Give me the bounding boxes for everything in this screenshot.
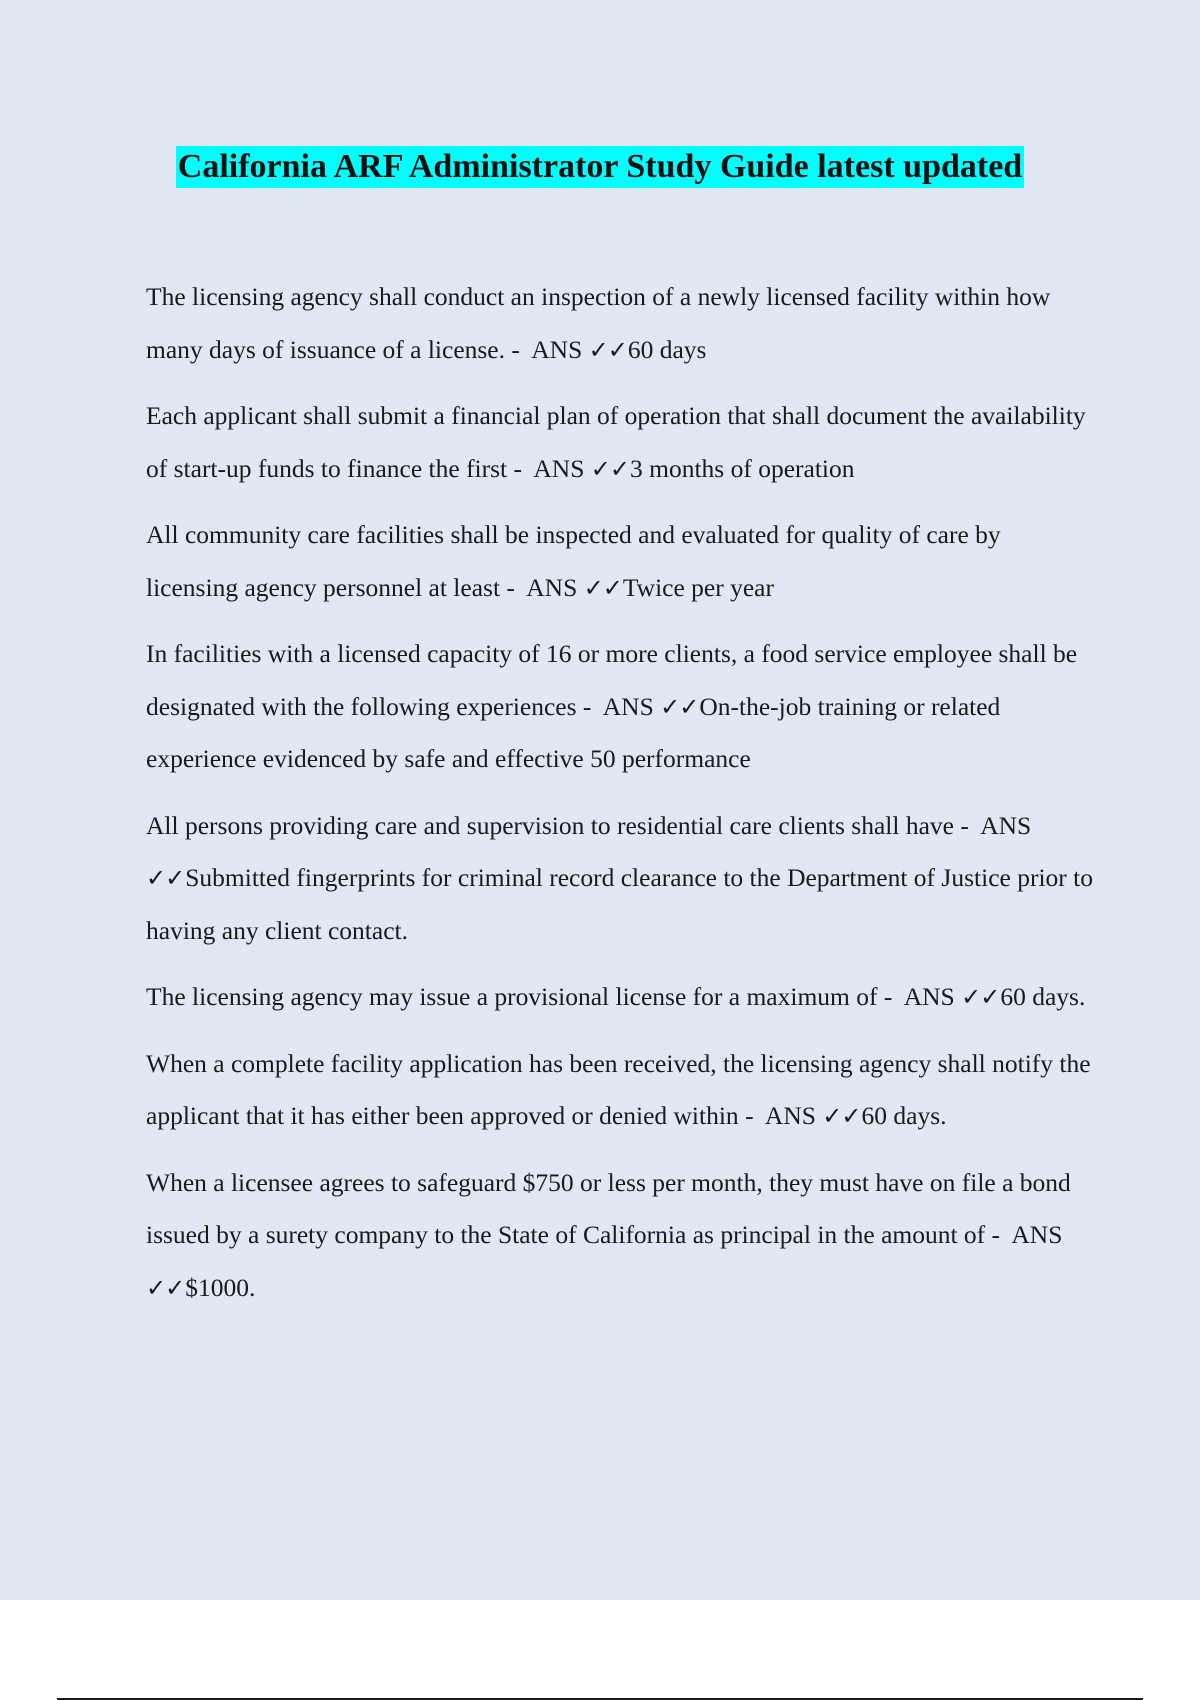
- separator: -: [985, 1220, 1012, 1249]
- question-text: The licensing agency may issue a provisional license for a maximum of: [146, 982, 878, 1011]
- question-list: [146, 271, 1096, 1328]
- qa-item: [146, 1157, 1096, 1315]
- question-text: When a licensee agrees to safeguard $750 or less per month, they must have on file a bond issued by a surety company to the State of California as principal in the amount of: [146, 1167, 1071, 1249]
- answer-text: $1000.: [185, 1272, 256, 1302]
- answer-label: ANS: [980, 810, 1032, 840]
- answer-text: On-the-job training or related experience evidenced by safe and effective 50 performance: [146, 691, 1001, 773]
- answer-label: ANS: [903, 982, 955, 1011]
- answer-text: 60 days: [627, 334, 707, 364]
- separator: -: [500, 572, 527, 602]
- answer-text: 60 days.: [861, 1101, 947, 1130]
- answer-text: Submitted fingerprints for criminal record clearance to the Department of Justice prior to having any client contact.: [146, 863, 1093, 945]
- answer-text: 60 days.: [1000, 982, 1086, 1011]
- question-text: All persons providing care and supervision to residential care clients shall have: [146, 810, 954, 840]
- double-check-icon: ✓✓: [583, 573, 622, 602]
- answer-label: ANS: [764, 1101, 816, 1130]
- question-text: In facilities with a licensed capacity of 16 or more clients, a food service employee shall be designated with the following experiences: [146, 639, 1078, 721]
- separator: -: [507, 453, 534, 483]
- qa-item: [146, 971, 1096, 1024]
- answer-label: ANS: [531, 334, 583, 364]
- qa-item: [146, 800, 1096, 958]
- separator: -: [877, 982, 904, 1011]
- qa-item: [146, 271, 1096, 376]
- separator: -: [576, 691, 603, 721]
- separator: -: [738, 1101, 765, 1130]
- answer-label: ANS: [602, 691, 654, 721]
- answer-label: ANS: [1011, 1220, 1063, 1249]
- question-text: All community care facilities shall be inspected and evaluated for quality of care by licensing agency personnel at least: [146, 520, 1001, 602]
- double-check-icon: ✓✓: [961, 983, 1000, 1011]
- qa-item: [146, 509, 1096, 614]
- double-check-icon: ✓✓: [590, 454, 629, 483]
- separator: -: [953, 810, 981, 840]
- document-title: California ARF Administrator Study Guide latest updated: [176, 146, 1024, 188]
- qa-item: [146, 628, 1096, 786]
- double-check-icon: ✓✓: [146, 864, 185, 892]
- question-text: Each applicant shall submit a financial plan of operation that shall document the availability of start-up funds to finance the first: [146, 401, 1086, 483]
- question-text: When a complete facility application has been received, the licensing agency shall notify the applicant that it has either been approved or denied within: [146, 1048, 1091, 1130]
- qa-item: [146, 390, 1096, 495]
- double-check-icon: ✓✓: [822, 1102, 861, 1130]
- double-check-icon: ✓✓: [588, 335, 627, 364]
- title-container: [0, 146, 1200, 188]
- question-text: The licensing agency shall conduct an inspection of a newly licensed facility within how many days of issuance of a license.: [146, 282, 1051, 364]
- double-check-icon: ✓✓: [660, 692, 699, 721]
- separator: -: [505, 334, 532, 364]
- answer-label: ANS: [533, 453, 585, 483]
- double-check-icon: ✓✓: [146, 1273, 185, 1302]
- answer-label: ANS: [526, 572, 578, 602]
- answer-text: Twice per year: [622, 572, 774, 602]
- answer-text: 3 months of operation: [629, 453, 855, 483]
- qa-item: [146, 1038, 1096, 1143]
